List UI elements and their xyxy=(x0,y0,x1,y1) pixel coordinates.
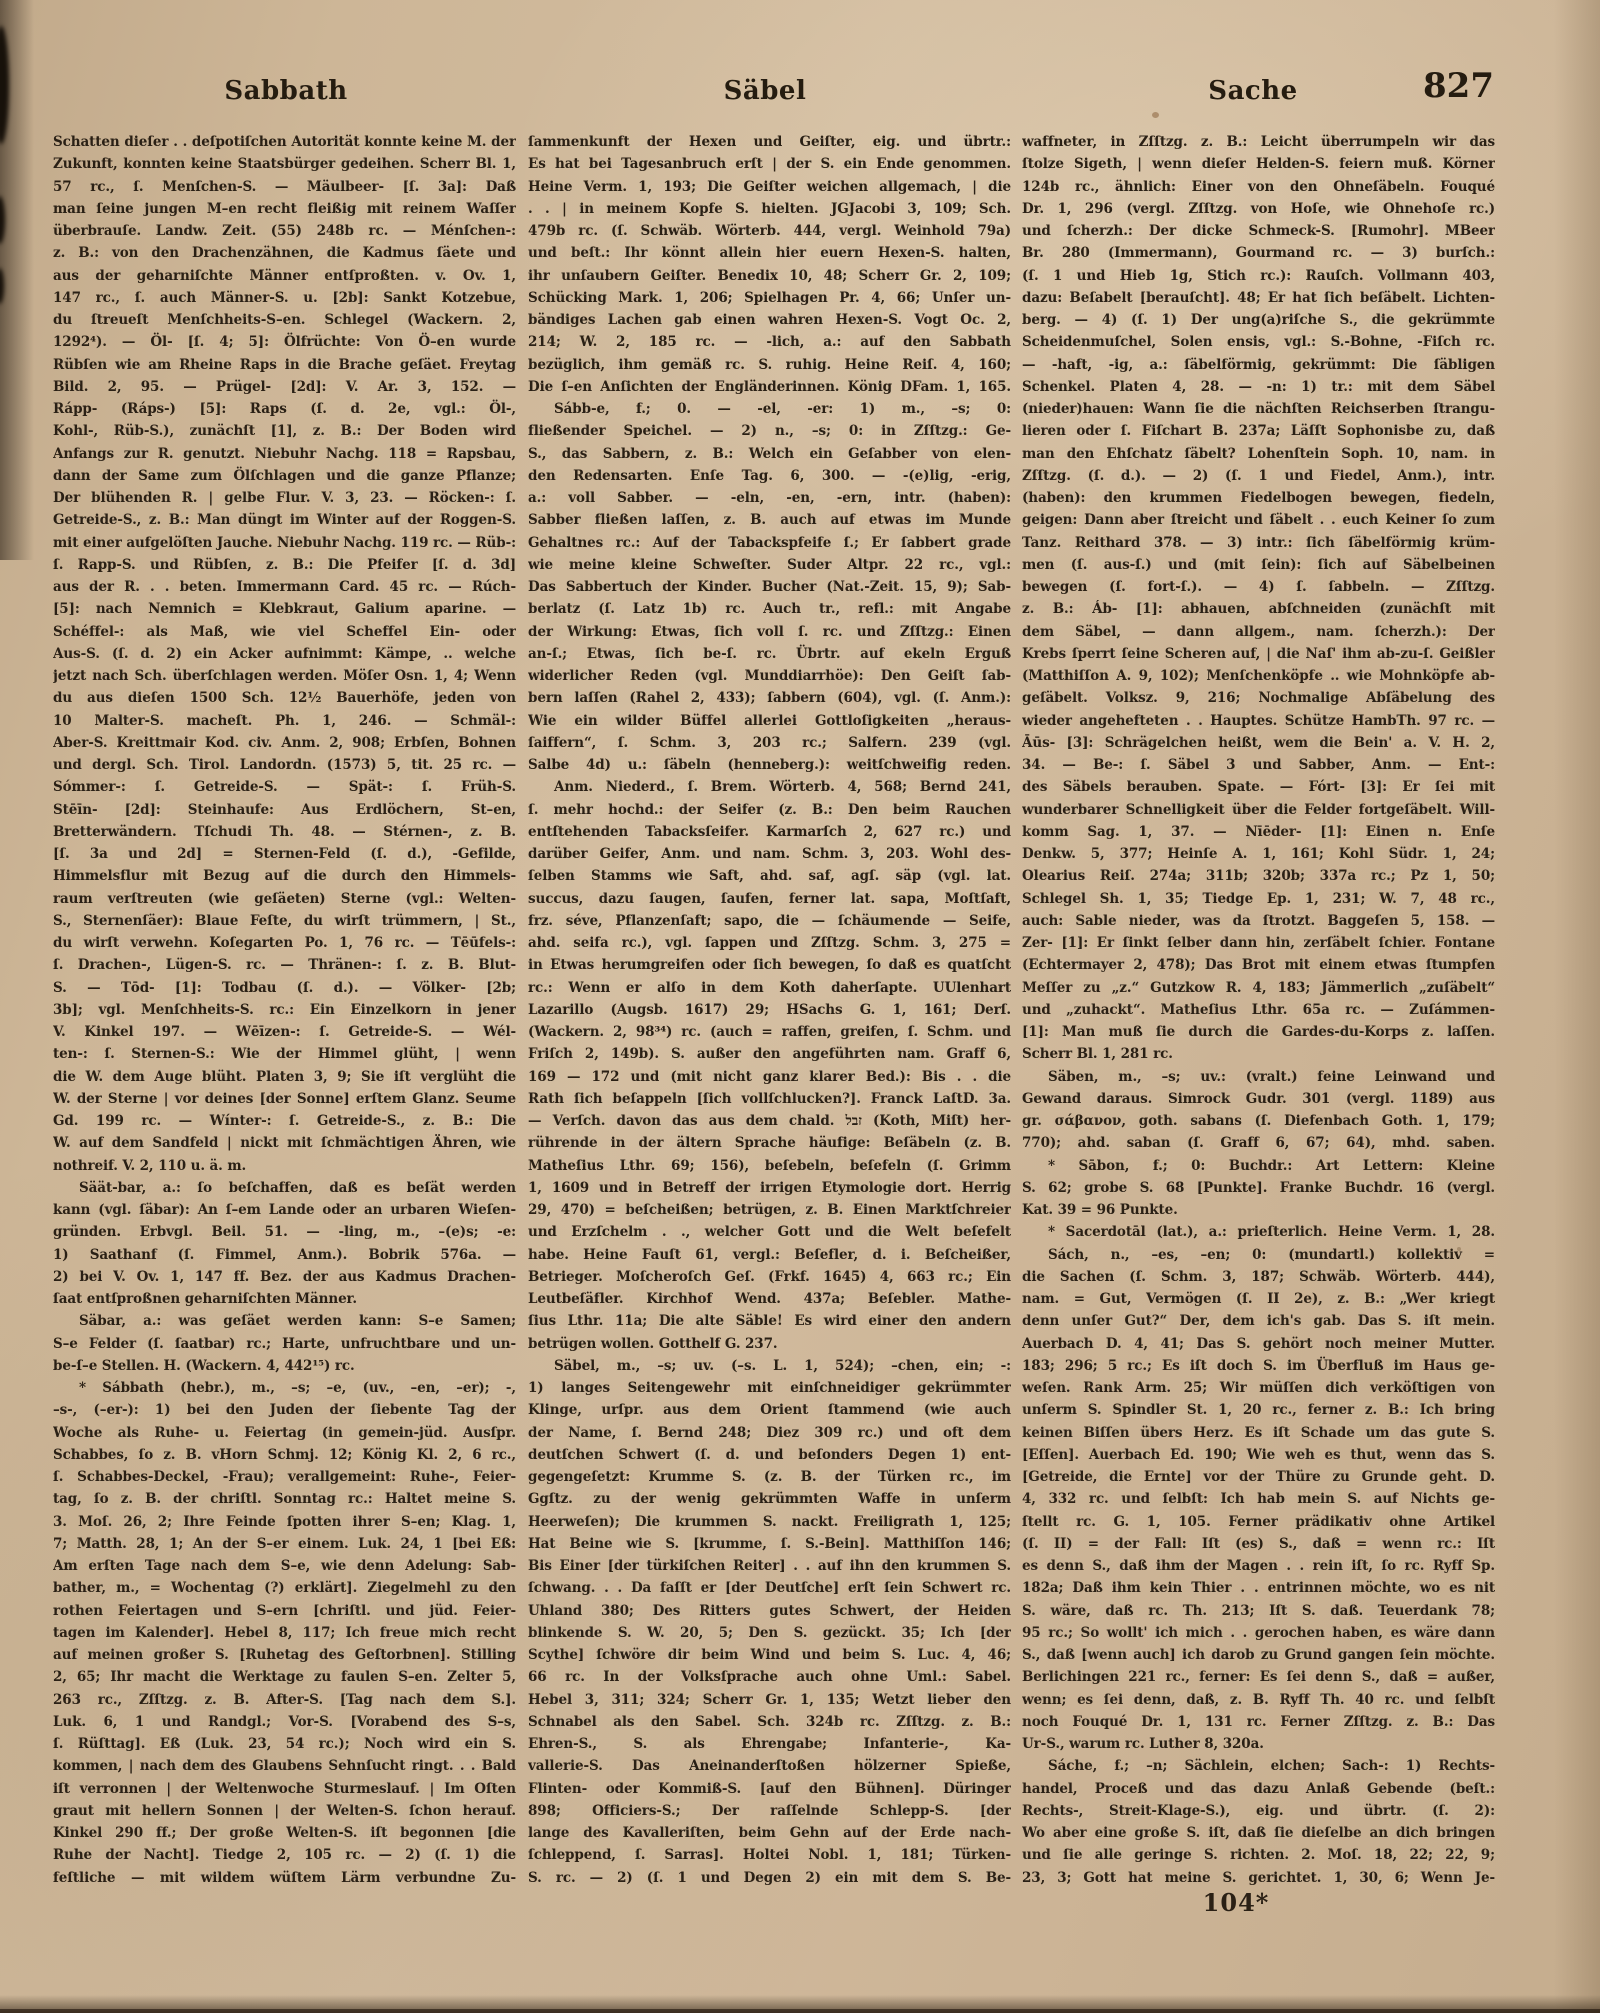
text-line: Dr. 1, 296 (vergl. Zſſtzg. von Hoſe, wie Ohnehoſe rc.) xyxy=(1022,200,1495,217)
text-line: Matheſius Lthr. 69; 156), beſebeln, beſefeln (ſ. Grimm xyxy=(528,1157,1011,1174)
text-line: Rechts-, Streit-Klage-S.), eig. und übrtr. (ſ. 2): xyxy=(1022,1802,1495,1819)
text-line: Getreide-S., z. B.: Man düngt im Winter auf der Roggen-S. xyxy=(53,512,516,529)
text-line: bewegen (ſ. fort-ſ.). — 4) ſ. ſabbeln. — Zſſtzg. xyxy=(1022,579,1495,595)
text-line: 479b rc. (ſ. Schwäb. Wörterb. 444, vergl. Weinhold 79a) xyxy=(528,223,1011,239)
text-line: Hebel 3, 311; 324; Scherr Gr. 1, 135; Wetzt lieber den xyxy=(528,1691,1011,1708)
text-line: 66 rc. In der Volksſprache auch ohne Uml.: Sabel. xyxy=(528,1669,1011,1686)
text-line: Auerbach D. 4, 41; Das S. gehört noch meiner Mutter. xyxy=(1022,1335,1495,1352)
text-line: und „zuhackt“. Matheſius Lthr. 65a rc. — Zuſámmen- xyxy=(1022,1001,1495,1018)
text-line: du ſtreueſt Menſchheits-S–en. Schlegel (Wackern. 2, xyxy=(53,312,516,328)
text-line: (haben): den krummen Fiedelbogen bewegen, fiedeln, xyxy=(1022,490,1495,506)
text-line: 214; W. 2, 185 rc. — -lich, a.: auf den Sabbath xyxy=(528,334,1011,351)
text-line: a.: voll Sabber. — -eln, -en, -ern, intr. (haben): xyxy=(528,490,1011,506)
text-line: Säbel, m., –s; uv. (–s. L. 1, 524); –chen, ein; -: xyxy=(554,1357,1011,1374)
text-line: — -haft, -ig, a.: ſäbelförmig, gekrümmt: Die ſäbligen xyxy=(1022,356,1495,373)
text-line: 1) langes Seitengewehr mit einſchneidiger gekrümmter xyxy=(528,1380,1011,1396)
text-line: 183; 296; 5 rc.; Es iſt doch S. im Überfluß im Haus ge- xyxy=(1022,1357,1495,1374)
text-line: berlatz (ſ. Latz 1b) rc. Auch tr., refl.: mit Angabe xyxy=(528,601,1011,618)
text-line: keinen Biſſen übers Herz. Es iſt Schade um das gute S. xyxy=(1022,1424,1495,1441)
text-line: * Sábbath (hebr.), m., –s; –e, (uv., –en, –er); -, xyxy=(79,1380,516,1396)
text-line: (Wackern. 2, 98³⁴) rc. (auch = raffen, greifen, ſ. Schm. und xyxy=(528,1024,1011,1040)
text-line: vallerie-S. Das Aneinanderſtoßen hölzerner Spieße, xyxy=(528,1758,1011,1775)
text-line: 3b]; vgl. Menſchheits-S. rc.: Ein Einzelkorn in jener xyxy=(53,1001,516,1018)
running-head-center: Säbel xyxy=(723,76,807,106)
text-line: bern laſſen (Rahel 2, 433); ſabbern (604), vgl. (ſ. Anm.): xyxy=(528,690,1011,707)
text-line: succus, dazu ſaugen, ſaufen, ferner lat. sapa, Moſtſaft, xyxy=(528,890,1011,907)
text-line: Wie ein wilder Büffel allerlei Gottloſigkeiten „heraus- xyxy=(528,712,1011,729)
text-line: 147 rc., ſ. auch Männer-S. u. [2b]: Sankt Kotzebue, xyxy=(53,289,516,306)
text-line: tagen im Kalender]. Hebel 8, 117; Ich freue mich recht xyxy=(53,1624,516,1641)
text-line: Lazarillo (Augsb. 1617) 29; HSachs G. 1, 161; Derſ. xyxy=(528,1001,1011,1018)
text-line: Scythe] ſchwöre dir beim Wind und beim S. Luc. 4, 46; xyxy=(528,1647,1011,1663)
text-line: 10 Malter-S. macheſt. Ph. 1, 246. — Schmäl-: xyxy=(53,712,516,729)
text-line: 182a; Daß ihm kein Thier . . entrinnen möchte, wo es nit xyxy=(1022,1580,1495,1597)
text-line: wie meine kleine Schweſter. Suder Altpr. 22 rc., vgl.: xyxy=(528,556,1011,573)
text-line: feſtliche — mit wildem wüſtem Lärm verbundne Zu- xyxy=(53,1869,516,1886)
text-line: bezüglich, ihm gemäß rc. S. ruhig. Heine Reiſ. 4, 160; xyxy=(528,356,1011,373)
text-line: wunderbarer Schnelligkeit über die Felder fortgeſäbelt. Will- xyxy=(1022,801,1495,818)
text-line: 3. Moſ. 26, 2; Ihre Feinde ſpotten ihrer S–en; Klag. 1, xyxy=(53,1513,516,1530)
text-column-right xyxy=(1022,131,1495,1889)
text-line: S. — Tōd- [1]: Todbau (ſ. d.). — Völker- [2b; xyxy=(53,979,516,996)
text-line: Gd. 199 rc. — Wínter-: ſ. Getreide-S., z. B.: Die xyxy=(53,1113,516,1129)
text-line: 4, 332 rc. und ſelbſt: Ich hab mein S. auf Nichts ge- xyxy=(1022,1491,1495,1508)
text-line: darüber Geifer, Anm. und nam. Schm. 3, 203. Wohl des- xyxy=(528,846,1011,862)
text-line: Scherr Bl. 1, 281 rc. xyxy=(1022,1046,1173,1063)
page-right-edge-shading xyxy=(1554,0,1600,2013)
text-line: Ggſtz. zu der wenig gekrümmten Waffe in unſerm xyxy=(528,1491,1011,1508)
text-line: Olearius Reiſ. 274a; 311b; 320b; 337a rc.; Pz 1, 50; xyxy=(1022,868,1495,885)
text-line: * Sacerdotāl (lat.), a.: prieſterlich. Heine Verm. 1, 28. xyxy=(1048,1224,1495,1241)
text-line: –s-, (–er-): 1) bei den Juden der ſiebente Tag der xyxy=(53,1402,516,1419)
text-line: und dergl. Sch. Tirol. Landordn. (1573) 5, tit. 25 rc. — xyxy=(53,757,516,773)
text-line: und beſt.: Ihr könnt allein hier euern Hexen-S. halten, xyxy=(528,245,1011,262)
text-line: Berlichingen 221 rc., ferner: Es ſei denn S., daß = außer, xyxy=(1022,1669,1495,1686)
text-line: S–e Felder (ſ. ſaatbar) rc.; Harte, unfruchtbare und un- xyxy=(53,1335,516,1352)
text-line: S., daß [wenn auch] ich darob zu Grund gangen ſein möchte. xyxy=(1022,1647,1495,1663)
text-line: Es hat bei Tagesanbruch erſt | der S. ein Ende genommen. xyxy=(528,156,1011,173)
text-line: Salbe 4d) u.: ſäbeln (henneberg.): weitſchweifig reden. xyxy=(528,757,1011,773)
scan-edge-mark xyxy=(0,26,9,144)
text-line: (ſ. 1 und Hieb 1g, Stich rc.): Rauſch. Vollmann 403, xyxy=(1022,267,1495,284)
text-line: Schatten dieſer . . deſpotiſchen Autorität konnte keine M. der xyxy=(53,134,516,150)
text-line: Ehren-S., S. als Ehrengabe; Infanterie-, Ka- xyxy=(528,1736,1011,1752)
text-line: ſchleppend, ſ. Sarras]. Holtei Nobl. 1, 181; Türken- xyxy=(528,1847,1011,1864)
text-line: betrügen wollen. Gotthelf G. 237. xyxy=(528,1335,778,1352)
text-line: frz. séve, Pflanzenſaft; sapo, die — ſchäumende — Seife, xyxy=(528,912,1011,929)
text-line: ſ. Drachen-, Lügen-S. rc. — Thränen-: ſ. z. B. Blut- xyxy=(53,957,516,974)
text-line: es denn S., daß ihm der Magen . . rein iſt, ſo rc. Ryff Sp. xyxy=(1022,1558,1495,1574)
text-line: lange des Kavalleriſten, beim Gehn auf der Erde nach- xyxy=(528,1825,1011,1841)
text-line: und Erzſchelm . ., welcher Gott und die Welt beſefelt xyxy=(528,1224,1011,1241)
text-line: ſtolze Sigeth, | wenn dieſer Helden-S. feiern muß. Körner xyxy=(1022,156,1495,173)
text-line: Sabber fließen laſſen, z. B. auch auf etwas im Munde xyxy=(528,512,1011,529)
text-line: Sáche, f.; –n; Sächlein, elchen; Sach-: 1) Rechts- xyxy=(1048,1758,1495,1775)
text-line: Zer- [1]: Er ſinkt ſelber dann hin, zerſäbelt ſchier. Fontane xyxy=(1022,935,1495,951)
text-line: 898; Officiers-S.; Der raſſelnde Schlepp-S. [der xyxy=(528,1802,1011,1819)
text-line: V. Kinkel 197. — Wēīzen-: ſ. Getreide-S. — Wél- xyxy=(53,1024,516,1040)
text-line: ten-: ſ. Sternen-S.: Wie der Himmel glüht, | wenn xyxy=(53,1046,516,1063)
text-line: ſ. Rapp-S. und Rübſen, z. B.: Die Pfeifer [ſ. d. 3d] xyxy=(53,556,516,573)
text-line: (Echtermayer 2, 478); Das Brot mit einem etwas ſtumpfen xyxy=(1022,957,1495,974)
text-line: Sább-e, f.; 0. — -el, -er: 1) m., –s; 0: xyxy=(554,401,1011,417)
text-line: Kat. 39 = 96 Punkte. xyxy=(1022,1202,1178,1218)
text-line: in Etwas herumgreifen oder ſich bewegen, ſo daß es quatſcht xyxy=(528,957,1011,974)
text-line: [ſ. 3a und 2d] = Sternen-Feld (ſ. d.), -Gefilde, xyxy=(53,846,516,862)
scan-edge-mark xyxy=(0,268,4,304)
text-line: ihr unſaubern Geiſter. Benedix 10, 48; Scherr Gr. 2, 109; xyxy=(528,267,1011,284)
text-line: W. der Sterne | vor deines [der Sonne] erſtem Glanz. Seume xyxy=(53,1090,516,1107)
text-line: rc.: Wenn er alſo in dem Koth daherſapte. UUlenhart xyxy=(528,979,1011,996)
text-line: Denkw. 5, 377; Heinſe A. 1, 161; Kohl Südr. 1, 24; xyxy=(1022,846,1495,862)
text-line: 23, 3; Gott hat meine S. gerichtet. 1, 30, 6; Wenn Je- xyxy=(1022,1869,1495,1886)
text-line: 29, 470) = beſcheißen; betrügen, z. B. Einen Marktſchreier xyxy=(528,1202,1011,1218)
text-line: gr. σάβανον, goth. sabans (ſ. Diefenbach Goth. 1, 179; xyxy=(1022,1113,1495,1129)
text-line: geigen: Dann aber ſtreicht und ſäbelt . . euch Keiner ſo zum xyxy=(1022,512,1495,529)
text-line: Rath ſich beſappeln [ſich vollſchlucken?]. Franck LaſtD. 3a. xyxy=(528,1090,1011,1107)
text-line: Säbar, a.: was geſäet werden kann: S–e Samen; xyxy=(79,1313,516,1330)
text-line: habe. Heine Fauſt 61, vergl.: Beſefler, d. i. Beſcheißer, xyxy=(528,1246,1011,1263)
text-line: Sómmer-: ſ. Getreide-S. — Spät-: ſ. Früh-S. xyxy=(53,779,516,796)
scan-bottom-edge xyxy=(0,2009,1600,2013)
paper-stain xyxy=(1152,112,1159,118)
text-line: (Matthiſſon A. 9, 102); Menſchenköpfe .. wie Mohnköpfe ab- xyxy=(1022,668,1495,684)
text-line: widerlicher Reden (vgl. Munddiarrhöe): Den Geiſt ſab- xyxy=(528,668,1011,684)
text-line: man ſeine jungen M–en recht fleißig mit reinem Waſſer xyxy=(53,200,516,217)
text-line: ſelben Stamms wie Saft, ahd. saf, agſ. säp (vgl. lat. xyxy=(528,868,1011,885)
text-line: Schéffel-: als Maß, wie viel Scheffel Ein- oder xyxy=(53,623,516,640)
text-line: an-ſ.; Etwas, ſich be-ſ. rc. Übrtr. auf ekeln Erguß xyxy=(528,645,1011,662)
text-line: — Verſch. davon das aus dem chald. זבל (Koth, Miſt) her- xyxy=(528,1113,1011,1129)
running-head-right: Sache xyxy=(1208,76,1298,106)
text-line: Heerweſen); Die krummen S. nackt. Freiligrath 1, 125; xyxy=(528,1513,1011,1530)
text-line: entſtehenden Tabacksſeifer. Karmarſch 2, 627 rc.) und xyxy=(528,823,1011,840)
text-line: [1]: Man muß ſie durch die Gardes-du-Korps z. laſſen. xyxy=(1022,1024,1495,1040)
text-line: geſäbelt. Volksz. 9, 216; Nochmalige Abſäbelung des xyxy=(1022,690,1495,707)
text-line: Am erſten Tage nach dem S–e, wie denn Adelung: Sab- xyxy=(53,1558,516,1574)
text-line: Sách, n., –es, –en; 0: (mundartl.) kollektiv = xyxy=(1048,1246,1495,1263)
text-line: Gewand daraus. Simrock Gudr. 301 (vergl. 1189) aus xyxy=(1022,1090,1495,1107)
page-number: 827 xyxy=(1423,66,1494,106)
text-line: 1292⁴). — Öl- [ſ. 4; 5]: Ölfrüchte: Von Ö–en wurde xyxy=(53,334,516,351)
text-line: Ur-S., warum rc. Luther 8, 320a. xyxy=(1022,1736,1264,1752)
text-line: Zukunft, konnten keine Staatsbürger gedeihen. Scherr Bl. 1, xyxy=(53,156,516,173)
text-line: iſt verronnen | der Weltenwoche Sturmeslauf. | Im Oſten xyxy=(53,1780,516,1797)
text-line: (nieder)hauen: Wann ſie die nächſten Reichserben ſtrangu- xyxy=(1022,401,1495,417)
text-line: Aus-S. (ſ. d. 2) ein Acker aufnimmt: Kämpe, .. welche xyxy=(53,645,516,662)
running-head-left: Sabbath xyxy=(224,76,348,106)
text-line: deutſchen Schwert (ſ. d. und beſonders Degen 1) ent- xyxy=(528,1446,1011,1463)
text-line: S., das Sabbern, z. B.: Welch ein Geſabber von elen- xyxy=(528,445,1011,462)
text-line: Bis Einer [der türkiſchen Reiter] . . auf ihn den krummen S. xyxy=(528,1558,1011,1574)
text-line: Anfangs zur R. genutzt. Niebuhr Nachg. 118 = Rapsbau, xyxy=(53,445,516,462)
text-line: S. 62; grobe S. 68 [Punkte]. Franke Buchdr. 16 (vergl. xyxy=(1022,1179,1495,1196)
text-line: Uhland 380; Des Ritters gutes Schwert, der Heiden xyxy=(528,1602,1011,1619)
text-line: unſerm S. Spindler St. 1, 20 rc., ferner z. B.: Ich bring xyxy=(1022,1402,1495,1419)
text-line: des Säbels berauben. Spate. — Fórt- [3]: Er ſei mit xyxy=(1022,779,1495,796)
text-line: fließender Speichel. — 2) n., –s; 0: in Zſſtzg.: Ge- xyxy=(528,423,1011,440)
text-line: berg. — 4) (ſ. 1) Der ung(a)riſche S., die gekrümmte xyxy=(1022,312,1495,328)
scan-edge-mark xyxy=(0,196,5,244)
text-line: tag, ſo z. B. der chriſtl. Sonntag rc.: Haltet meine S. xyxy=(53,1491,516,1508)
text-line: be-ſ–e Stellen. H. (Wackern. 4, 442¹⁵) rc. xyxy=(53,1357,355,1374)
text-line: Leutbeſäfler. Kirchhof Wend. 437a; Beſebler. Mathe- xyxy=(528,1291,1011,1307)
text-line: ſaat entſproßnen geharniſchten Männer. xyxy=(53,1291,357,1307)
text-line: graut mit hellern Sonnen | der Welten-S. ſchon herauf. xyxy=(53,1802,516,1819)
text-line: z. B.: von den Drachenzähnen, die Kadmus ſäete und xyxy=(53,245,516,262)
text-line: ſ. Schabbes-Deckel, -Frau); verallgemeint: Ruhe-, Feier- xyxy=(53,1469,516,1485)
text-line: Betrieger. Moſcheroſch Geſ. (Frkf. 1645) 4, 663 rc.; Ein xyxy=(528,1268,1011,1285)
text-line: 2) bei V. Ov. 1, 147 ff. Bez. der aus Kadmus Drachen- xyxy=(53,1268,516,1285)
text-line: Der blühenden R. | gelbe Flur. V. 3, 23. — Röcken-: ſ. xyxy=(53,490,516,506)
text-line: S. rc. — 2) (ſ. 1 und Degen 2) ein mit dem S. Be- xyxy=(528,1869,1011,1886)
text-line: du aus dieſen 1500 Sch. 12½ Bauerhöfe, jeden von xyxy=(53,690,516,707)
text-line: handel, Proceß und das dazu Anlaß Gebende (beſt.: xyxy=(1022,1780,1495,1797)
text-line: rothen Feiertagen und S–ern [chriſtl. und jüd. Feier- xyxy=(53,1602,516,1619)
text-line: Gehaltnes rc.: Auf der Tabackspfeife ſ.; Er ſabbert grade xyxy=(528,534,1011,551)
text-line: Klinge, urſpr. aus dem Orient ſtammend (wie auch xyxy=(528,1402,1011,1419)
text-line: Schenkel. Platen 4, 28. — -n: 1) tr.: mit dem Säbel xyxy=(1022,378,1495,395)
text-line: Friſch 2, 149b). S. außer den angeführten nam. Graff 6, xyxy=(528,1046,1011,1063)
text-line: überbrauſe. Landw. Zeit. (55) 248b rc. — Ménſchen-: xyxy=(53,223,516,239)
text-line: Das Sabbertuch der Kinder. Bucher (Nat.-Zeit. 15, 9); Sab- xyxy=(528,579,1011,595)
text-line: 263 rc., Zſſtzg. z. B. After-S. [Tag nach dem S.]. xyxy=(53,1691,516,1708)
text-line: nam. = Gut, Vermögen (ſ. II 2e), z. B.: „Wer kriegt xyxy=(1022,1291,1495,1307)
text-line: auf meinen großer S. [Ruhetag des Geſtorbnen]. Stilling xyxy=(53,1647,516,1663)
text-line: . . | in meinem Kopfe S. hielten. JGJacobi 3, 109; Sch. xyxy=(528,200,1011,217)
text-line: ſtellt rc. G. 1, 105. Ferner prädikativ ohne Artikel xyxy=(1022,1513,1495,1530)
text-line: Woche als Ruhe- u. Feiertag (in gemein-jüd. Ausſpr. xyxy=(53,1424,516,1441)
text-line: kommen, | nach dem des Glaubens Sehnſucht ringt. . . Bald xyxy=(53,1758,516,1775)
text-line: gründen. Erbvgl. Beil. 51. — -ling, m., –(e)s; -e: xyxy=(53,1224,516,1241)
text-line: Säät-bar, a.: ſo beſchaffen, daß es beſät werden xyxy=(79,1179,516,1196)
text-line: gegengeſetzt: Krumme S. (z. B. der Türken rc., im xyxy=(528,1469,1011,1485)
text-line: Anm. Niederd., ſ. Brem. Wörterb. 4, 568; Bernd 241, xyxy=(554,779,1011,796)
text-line: ſ. mehr hochd.: der Seifer (z. B.: Den beim Rauchen xyxy=(528,801,1011,818)
text-line: aus der R. . . beten. Immermann Card. 45 rc. — Rúch- xyxy=(53,579,516,595)
text-line: lieren oder ſ. Fiſchart B. 237a; Läſſt Sophonisbe zu, daß xyxy=(1022,423,1495,440)
text-line: 95 rc.; So wollt' ich mich . . gerochen haben, es wäre dann xyxy=(1022,1624,1495,1641)
text-line: dem Säbel, — dann allgem., nam. ſcherzh.): Der xyxy=(1022,623,1495,640)
text-line: Säben, m., –s; uv.: (vralt.) feine Leinwand und xyxy=(1048,1068,1495,1085)
text-line: ſammenkunft der Hexen und Geiſter, eig. und übrtr.: xyxy=(528,134,1011,150)
text-line: wieder angehefteten . . Hauptes. Schütze HambTh. 97 rc. — xyxy=(1022,712,1495,729)
text-line: Flinten- oder Kommiß-S. [auf den Bühnen]. Düringer xyxy=(528,1780,1011,1797)
text-line: Luk. 6, 1 und Randgl.; Vor-S. [Vorabend des S–s, xyxy=(53,1713,516,1730)
text-line: [Eſſen]. Auerbach Ed. 190; Wie weh es thut, wenn das S. xyxy=(1022,1446,1495,1463)
text-line: Die ſ–en Anſichten der Engländerinnen. König DFam. 1, 165. xyxy=(528,378,1011,395)
text-line: Schücking Mark. 1, 206; Spielhagen Pr. 4, 66; Unſer un- xyxy=(528,289,1011,306)
text-line: die W. dem Auge blüht. Platen 3, 9; Sie iſt verglüht die xyxy=(53,1068,516,1085)
text-line: 770); ahd. saban (ſ. Graff 6, 67; 64), mhd. saben. xyxy=(1022,1135,1495,1152)
text-line: auch: Sable nieder, was da ſtrotzt. Baggeſen 5, 158. — xyxy=(1022,912,1495,929)
text-line: noch Fouqué Dr. 1, 131 rc. Ferner Zſſtzg. z. B.: Das xyxy=(1022,1713,1495,1730)
text-line: ſchwang. . . Da faſſt er [der Deutſche] erſt ſein Schwert rc. xyxy=(528,1580,1011,1597)
text-line: der Wirkung: Etwas, ſich voll ſ. rc. und Zſſtzg.: Einen xyxy=(528,623,1011,640)
text-line: 1, 1609 und in Betreff der irrigen Etymologie dort. Herrig xyxy=(528,1179,1011,1196)
text-line: Kohl-, Rüb-S.), zunächſt [1], z. B.: Der Boden wird xyxy=(53,423,516,440)
text-line: Hat Beine wie S. [krumme, ſ. S.-Bein]. Matthiſſon 146; xyxy=(528,1535,1011,1552)
text-line: Schabbes, ſo z. B. vHorn Schmj. 12; König Kl. 2, 6 rc., xyxy=(53,1446,516,1463)
text-line: kann (vgl. ſäbar): An ſ–em Lande oder an urbaren Wieſen- xyxy=(53,1202,516,1218)
text-line: Bretterwändern. Tſchudi Th. 48. — Stérnen-, z. B. xyxy=(53,823,516,840)
text-line: dann der Same zum Ölſchlagen und die ganze Pflanze; xyxy=(53,467,516,484)
signature-mark: 104* xyxy=(1202,1888,1270,1917)
text-column-middle xyxy=(528,131,1011,1889)
text-line: men (ſ. aus-ſ.) und (mit ſein): ſich auf Säbelbeinen xyxy=(1022,556,1495,573)
text-line: Rápp- (Ráps-) [5]: Raps (ſ. d. 2e, vgl.: Öl-, xyxy=(53,401,516,417)
text-line: blinkende S. W. 20, 5; Den S. gezückt. 35; Ich [der xyxy=(528,1624,1011,1641)
text-line: der Name, ſ. Bernd 248; Diez 309 rc.) und oft dem xyxy=(528,1424,1011,1441)
text-line: 34. — Be-: ſ. Säbel 3 und Sabber, Anm. — Ent-: xyxy=(1022,757,1495,773)
text-line: mit einer aufgelöſten Jauche. Niebuhr Nachg. 119 rc. — Rüb-: xyxy=(53,534,516,551)
text-line: den Redensarten. Enſe Tag. 6, 300. — -(e)lig, -erig, xyxy=(528,467,1011,484)
text-line: ahd. seifa rc.), vgl. ſappen und Zſſtzg. Schm. 3, 275 = xyxy=(528,935,1011,951)
text-line: Āūs- [3]: Schrägelchen heißt, wem die Bein' a. V. H. 2, xyxy=(1022,734,1495,751)
text-line: rührende in der ältern Sprache häufige: Beſäbeln (z. B. xyxy=(528,1135,1011,1152)
text-line: (ſ. II) = der Fall: Iſt (es) S., daß = wenn rc.: Iſt xyxy=(1022,1535,1495,1552)
text-line: 57 rc., ſ. Menſchen-S. — Mäulbeer- [ſ. 3a]: Daß xyxy=(53,178,516,195)
text-line: du wirſt verwehn. Koſegarten Po. 1, 76 rc. — Tēūfels-: xyxy=(53,935,516,951)
text-line: Wo aber eine große S. iſt, daß ſie dieſelbe an dich bringen xyxy=(1022,1825,1495,1841)
text-line: [5]: nach Nemnich = Klebkraut, Galium aparine. — xyxy=(53,601,516,618)
text-line: Kinkel 290 ff.; Der große Welten-S. iſt begonnen [die xyxy=(53,1825,516,1841)
text-line: [Getreide, die Ernte] vor der Thüre zu Grunde geht. D. xyxy=(1022,1469,1495,1485)
text-line: 124b rc., ähnlich: Einer von den Ohneſäbeln. Fouqué xyxy=(1022,178,1495,195)
text-line: S. wäre, daß rc. Th. 213; Iſt S. daß. Teuerdank 78; xyxy=(1022,1602,1495,1619)
text-line: bändiges Lachen gab einen wahren Hexen-S. Vogt Oc. 2, xyxy=(528,312,1011,328)
text-line: 2, 65; Ihr macht die Werktage zu faulen S–en. Zelter 5, xyxy=(53,1669,516,1686)
text-line: Schnabel als den Sabel. Sch. 324b rc. Zſſtzg. z. B.: xyxy=(528,1713,1011,1730)
text-line: Zſſtzg. (ſ. d.). — 2) (ſ. 1 und Fiedel, Anm.), intr. xyxy=(1022,467,1495,484)
text-line: Meſſer zu „z.“ Gutzkow R. 4, 183; Jämmerlich „zuſäbelt“ xyxy=(1022,979,1495,996)
text-line: komm Sag. 1, 37. — Nīēder- [1]: Einen n. Enſe xyxy=(1022,823,1495,840)
text-line: ſius Lthr. 11a; Die alte Säble! Es wird einer den andern xyxy=(528,1313,1011,1330)
text-line: waffneter, in Zſſtzg. z. B.: Leicht überrumpeln wir das xyxy=(1022,134,1495,150)
text-line: und ſie alle geringe S. richten. 2. Moſ. 18, 22; 22, 9; xyxy=(1022,1847,1495,1864)
text-line: Tanz. Reithard 378. — 3) intr.: ſich ſäbelförmig krüm- xyxy=(1022,534,1495,551)
text-line: 1) Saathanf (ſ. Fimmel, Anm.). Bobrik 576a. — xyxy=(53,1246,516,1263)
text-line: Heine Verm. 1, 193; Die Geiſter weichen allgemach, | die xyxy=(528,178,1011,195)
text-line: weſen. Rank Arm. 25; Wir müſſen dich verköſtigen von xyxy=(1022,1380,1495,1396)
text-line: wenn; es ſei denn, daß, z. B. Ryff Th. 40 rc. und ſelbſt xyxy=(1022,1691,1495,1708)
text-line: Stēīn- [2d]: Steinhaufe: Aus Erdlöchern, St–en, xyxy=(53,801,516,818)
text-line: bather, m., = Wochentag (?) erklärt]. Ziegelmehl zu den xyxy=(53,1580,516,1597)
text-line: man den Ehſchatz ſäbelt? Lohenſtein Soph. 10, nam. in xyxy=(1022,445,1495,462)
text-line: aus der geharniſchte Männer entſproßten. v. Ov. 1, xyxy=(53,267,516,284)
text-line: W. auf dem Sandfeld | nickt mit ſchmächtigen Ähren, wie xyxy=(53,1135,516,1152)
text-line: Scheidenmuſchel, Solen ensis, vgl.: S.-Bohne, -Fiſch rc. xyxy=(1022,334,1495,351)
text-line: Schlegel Sh. 1, 35; Tiedge Ep. 1, 231; W. 7, 48 rc., xyxy=(1022,890,1495,907)
text-line: Ruhe der Nacht]. Tiedge 2, 105 rc. — 2) (ſ. 1) die xyxy=(53,1847,516,1864)
text-line: und ſcherzh.: Der dicke Schmeck-S. [Rumohr]. MBeer xyxy=(1022,223,1495,239)
text-line: Bild. 2, 95. — Prügel- [2d]: V. Ar. 3, 152. — xyxy=(53,378,516,395)
text-line: dazu: Beſabelt [berauſcht]. 48; Er hat ſich beſäbelt. Lichten- xyxy=(1022,289,1495,306)
text-line: die Sachen (ſ. Schm. 3, 187; Schwäb. Wörterb. 444), xyxy=(1022,1268,1495,1285)
text-line: ſ. Rüſttag]. Eß (Luk. 23, 54 rc.); Noch wird ein S. xyxy=(53,1736,516,1752)
text-line: Rübſen wie am Rheine Raps in die Brache geſäet. Freytag xyxy=(53,356,516,373)
text-line: Br. 280 (Immermann), Gourmand rc. — 3) burſch.: xyxy=(1022,245,1495,262)
text-line: nothreif. V. 2, 110 u. ä. m. xyxy=(53,1157,247,1174)
text-line: Himmelsflur mit Bezug auf die durch den Himmels- xyxy=(53,868,516,885)
text-line: raum verſtreuten (wie geſäeten) Sterne (vgl.: Welten- xyxy=(53,890,516,907)
text-line: S., Sternenſäer): Blaue Feſte, du wirſt trümmern, | St., xyxy=(53,912,516,929)
text-line: z. B.: Áb- [1]: abhauen, abſchneiden (zunächſt mit xyxy=(1022,601,1495,618)
text-line: Krebs ſperrt ſeine Scheren auf, | die Naſ' ihm ab-zu-ſ. Geißler xyxy=(1022,645,1495,662)
text-column-left xyxy=(53,131,516,1889)
text-line: Aber-S. Kreittmair Kod. civ. Anm. 2, 908; Erbſen, Bohnen xyxy=(53,734,516,751)
text-line: * Sābon, f.; 0: Buchdr.: Art Lettern: Kleine xyxy=(1048,1157,1495,1174)
text-line: denn unſer Gut?“ Der, dem ich's gab. Das S. iſt mein. xyxy=(1022,1313,1495,1330)
text-line: ſaiffern“, ſ. Schm. 3, 203 rc.; Salfern. 239 (vgl. xyxy=(528,734,1011,751)
text-line: jetzt nach Sch. überſchlagen werden. Möſer Osn. 1, 4; Wenn xyxy=(53,668,516,684)
text-line: 169 — 172 und (mit nicht ganz klarer Bed.): Bis . . die xyxy=(528,1068,1011,1085)
text-line: 7; Matth. 28, 1; An der S–er einem. Luk. 24, 1 [bei Eß: xyxy=(53,1535,516,1552)
